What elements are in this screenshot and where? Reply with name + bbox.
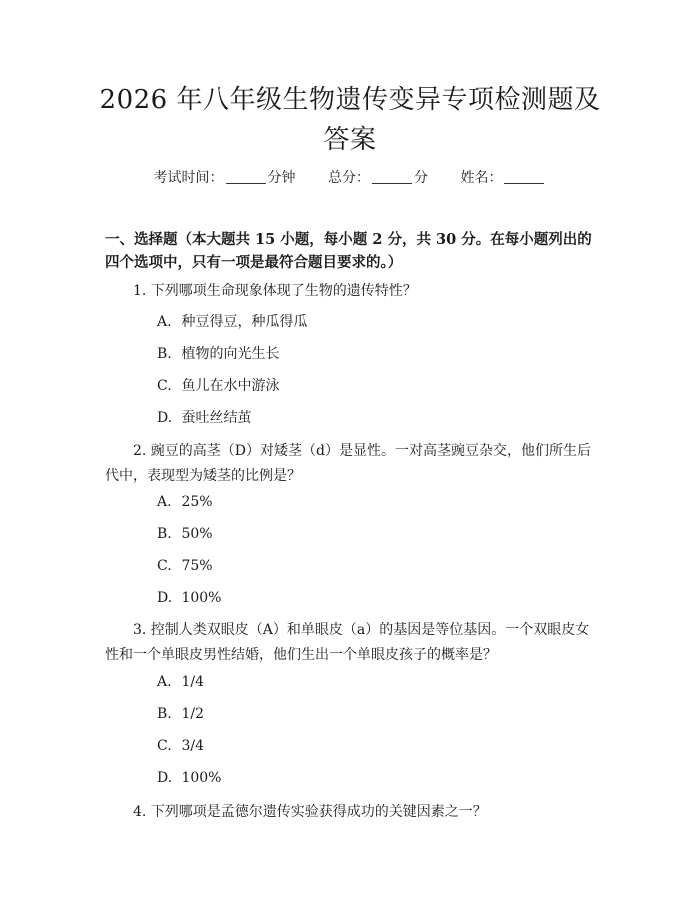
option-letter: C. bbox=[157, 378, 172, 394]
option-letter: C. bbox=[157, 558, 172, 574]
question-3-stem: 3. 控制人类双眼皮（A）和单眼皮（a）的基因是等位基因。一个双眼皮女性和一个单眼皮男性结婚，他们生出一个单眼皮孩子的概率是？ bbox=[105, 622, 590, 663]
exam-score-blank[interactable] bbox=[372, 169, 412, 184]
option-letter: C. bbox=[157, 738, 172, 754]
exam-time bbox=[154, 170, 300, 186]
question-3-option-b[interactable] bbox=[157, 704, 204, 724]
option-text: 100% bbox=[181, 770, 222, 786]
exam-meta bbox=[0, 168, 700, 188]
option-text: 鱼儿在水中游泳 bbox=[181, 378, 280, 394]
question-2-option-c[interactable] bbox=[157, 556, 213, 576]
option-text: 75% bbox=[181, 558, 213, 574]
question-2-stem: 2. 豌豆的高茎（D）对矮茎（d）是显性。一对高茎豌豆杂交，他们所生后代中，表现型为矮茎的比例是？ bbox=[105, 443, 591, 484]
option-text: 1/2 bbox=[181, 706, 204, 722]
question-1-option-b[interactable] bbox=[157, 344, 279, 364]
exam-time-label: 考试时间： bbox=[153, 170, 224, 186]
option-text: 蚕吐丝结茧 bbox=[181, 410, 252, 426]
option-text: 种豆得豆，种瓜得瓜 bbox=[181, 314, 308, 330]
exam-time-blank[interactable] bbox=[226, 169, 266, 184]
question-3-option-d[interactable] bbox=[157, 768, 221, 788]
student-name-label: 姓名： bbox=[460, 170, 503, 186]
question-1-option-c[interactable] bbox=[157, 376, 279, 396]
option-text: 50% bbox=[181, 526, 213, 542]
option-text: 1/4 bbox=[181, 674, 204, 690]
exam-score bbox=[328, 170, 432, 186]
option-letter: A. bbox=[157, 674, 172, 690]
question-4-stem: 4. 下列哪项是孟德尔遗传实验获得成功的关键因素之一？ bbox=[133, 804, 487, 820]
exam-score-label: 总分： bbox=[328, 170, 370, 186]
option-letter: A. bbox=[157, 314, 172, 330]
question-3-option-c[interactable] bbox=[157, 736, 204, 756]
exam-score-unit: 分 bbox=[414, 170, 428, 186]
section-heading: 一、选择题（本大题共 15 小题，每小题 2 分，共 30 分。在每小题列出的四个选项中，只有一项是最符合题目要求的。） bbox=[105, 231, 592, 271]
student-name bbox=[460, 170, 546, 186]
option-text: 植物的向光生长 bbox=[181, 346, 280, 362]
option-text: 100% bbox=[181, 590, 222, 606]
option-text: 25% bbox=[181, 494, 213, 510]
question-1-option-d[interactable] bbox=[157, 408, 251, 428]
option-text: 3/4 bbox=[181, 738, 204, 754]
option-letter: D. bbox=[157, 770, 173, 786]
exam-time-unit: 分钟 bbox=[267, 170, 296, 186]
student-name-blank[interactable] bbox=[504, 169, 544, 184]
option-letter: B. bbox=[157, 346, 172, 362]
question-2-option-b[interactable] bbox=[157, 524, 213, 544]
question-1-stem: 1. 下列哪项生命现象体现了生物的遗传特性？ bbox=[133, 283, 417, 299]
option-letter: A. bbox=[157, 494, 172, 510]
document-title: 2026 年八年级生物遗传变异专项检测题及答案 bbox=[99, 85, 601, 155]
option-letter: D. bbox=[157, 410, 173, 426]
question-1-option-a[interactable] bbox=[157, 312, 307, 332]
question-2-option-a[interactable] bbox=[157, 492, 213, 512]
option-letter: D. bbox=[157, 590, 173, 606]
question-2-option-d[interactable] bbox=[157, 588, 221, 608]
option-letter: B. bbox=[157, 706, 172, 722]
question-3-option-a[interactable] bbox=[157, 672, 204, 692]
option-letter: B. bbox=[157, 526, 172, 542]
